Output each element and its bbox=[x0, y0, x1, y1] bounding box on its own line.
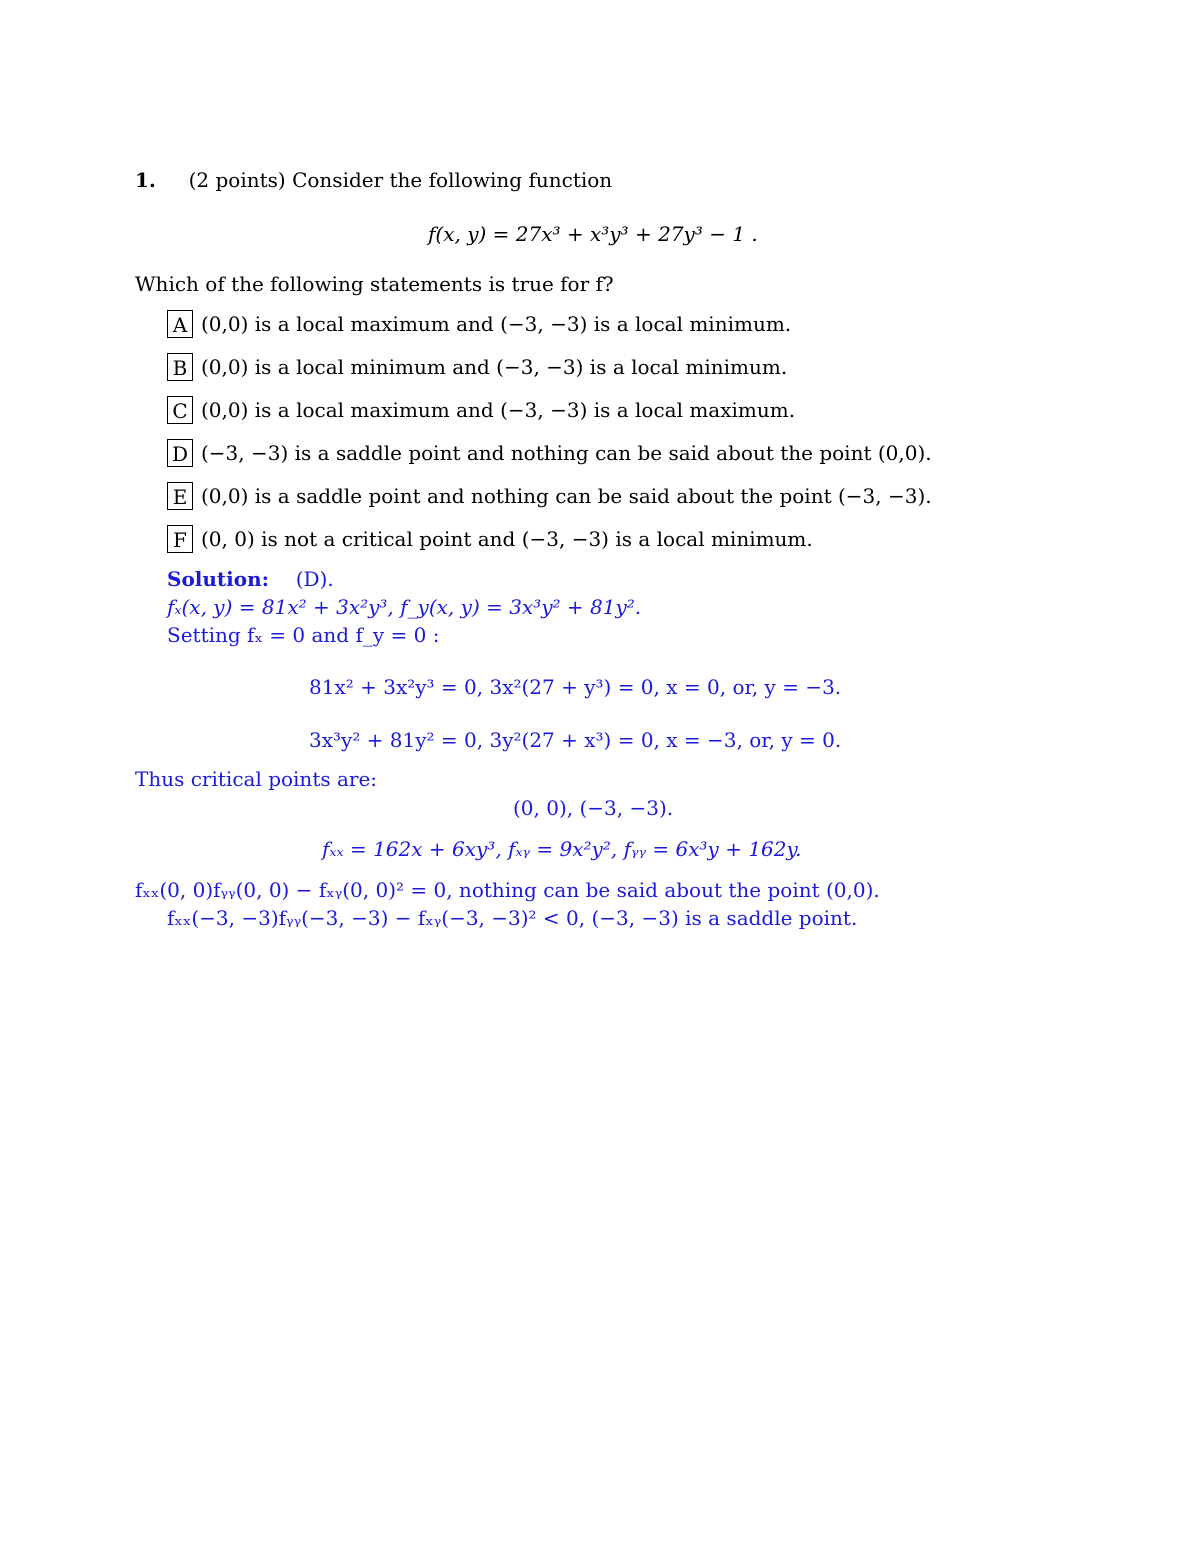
solution-test2: fₓₓ(−3, −3)fᵧᵧ(−3, −3) − fₓᵧ(−3, −3)² < 0, (−3, −3) is a saddle point. bbox=[167, 906, 858, 930]
function-equation: f(x, y) = 27x³ + x³y³ + 27y³ − 1 . bbox=[428, 222, 758, 246]
choice-b-letter: B bbox=[167, 353, 193, 381]
choice-c-letter: C bbox=[167, 396, 193, 424]
choice-b[interactable] bbox=[167, 353, 787, 381]
choice-f[interactable] bbox=[167, 525, 813, 553]
choice-d-letter: D bbox=[167, 439, 193, 467]
choice-d-text: (−3, −3) is a saddle point and nothing can be said about the point (0,0). bbox=[201, 441, 932, 465]
choice-d[interactable] bbox=[167, 439, 932, 467]
question-prompt: Which of the following statements is true for f? bbox=[135, 272, 614, 296]
choice-e-text: (0,0) is a saddle point and nothing can be said about the point (−3, −3). bbox=[201, 484, 932, 508]
solution-partials: fₓ(x, y) = 81x² + 3x²y³, f_y(x, y) = 3x³y² + 81y². bbox=[167, 595, 642, 619]
choice-f-letter: F bbox=[167, 525, 193, 553]
solution-second-derivs: fₓₓ = 162x + 6xy³, fₓᵧ = 9x²y², fᵧᵧ = 6x³y + 162y. bbox=[322, 837, 802, 861]
solution-eq2: 3x³y² + 81y² = 0, 3y²(27 + x³) = 0, x = −3, or, y = 0. bbox=[309, 728, 842, 752]
choice-f-text: (0, 0) is not a critical point and (−3, −3) is a local minimum. bbox=[201, 527, 813, 551]
solution-label: Solution: bbox=[167, 567, 270, 591]
choice-c[interactable] bbox=[167, 396, 795, 424]
solution-test1: fₓₓ(0, 0)fᵧᵧ(0, 0) − fₓᵧ(0, 0)² = 0, nothing can be said about the point (0,0). bbox=[135, 878, 880, 902]
question-number: 1. bbox=[135, 168, 156, 192]
choice-c-text: (0,0) is a local maximum and (−3, −3) is a local maximum. bbox=[201, 398, 796, 422]
solution-answer: (D). bbox=[295, 567, 334, 591]
choice-a-letter: A bbox=[167, 310, 193, 338]
choice-a[interactable] bbox=[167, 310, 791, 338]
solution-eq1: 81x² + 3x²y³ = 0, 3x²(27 + y³) = 0, x = 0, or, y = −3. bbox=[309, 675, 842, 699]
solution-thus: Thus critical points are: bbox=[135, 767, 378, 791]
question-header bbox=[135, 168, 612, 192]
solution-setting: Setting fₓ = 0 and f_y = 0 : bbox=[167, 623, 440, 647]
choice-e[interactable] bbox=[167, 482, 932, 510]
choice-b-text: (0,0) is a local minimum and (−3, −3) is a local minimum. bbox=[201, 355, 788, 379]
choice-e-letter: E bbox=[167, 482, 193, 510]
choice-a-text: (0,0) is a local maximum and (−3, −3) is a local minimum. bbox=[201, 312, 792, 336]
solution-points: (0, 0), (−3, −3). bbox=[513, 796, 674, 820]
solution-header bbox=[167, 567, 334, 591]
question-intro: (2 points) Consider the following function bbox=[188, 168, 613, 192]
